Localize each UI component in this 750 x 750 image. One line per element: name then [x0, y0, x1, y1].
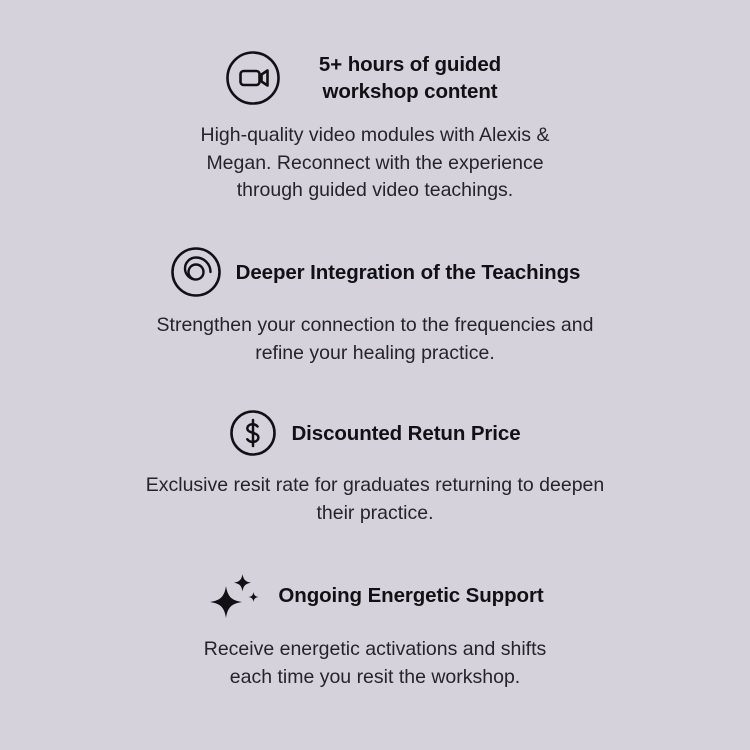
feature-item: [62, 409, 688, 527]
feature-header: [225, 50, 525, 106]
feature-description: Exclusive resit rate for graduates returning to deepen their practice.: [145, 474, 605, 525]
feature-description: Strengthen your connection to the frequencies and refine your healing practice.: [156, 314, 594, 364]
spiral-circle-icon: [170, 246, 222, 298]
feature-description: High-quality video modules with Alexis & Megan. Reconnect with the experience through guided video teachings.: [200, 124, 550, 202]
feature-description: Receive energetic activations and shifts each time you resit the workshop.: [203, 637, 547, 688]
video-camera-circle-icon: [225, 50, 281, 106]
feature-title: Ongoing Energetic Support: [278, 584, 544, 608]
sparkles-icon: [206, 570, 264, 622]
feature-item: [62, 50, 688, 205]
feature-header: [229, 409, 520, 457]
feature-item: [62, 246, 688, 367]
feature-title: 5+ hours of guided workshop content: [318, 52, 502, 103]
feature-item: [62, 570, 688, 691]
dollar-coin-icon: [229, 409, 277, 457]
feature-header: [206, 570, 543, 622]
feature-title: Discounted Retun Price: [291, 421, 521, 445]
feature-title: Deeper Integration of the Teachings: [235, 260, 581, 284]
feature-header: [170, 246, 581, 298]
